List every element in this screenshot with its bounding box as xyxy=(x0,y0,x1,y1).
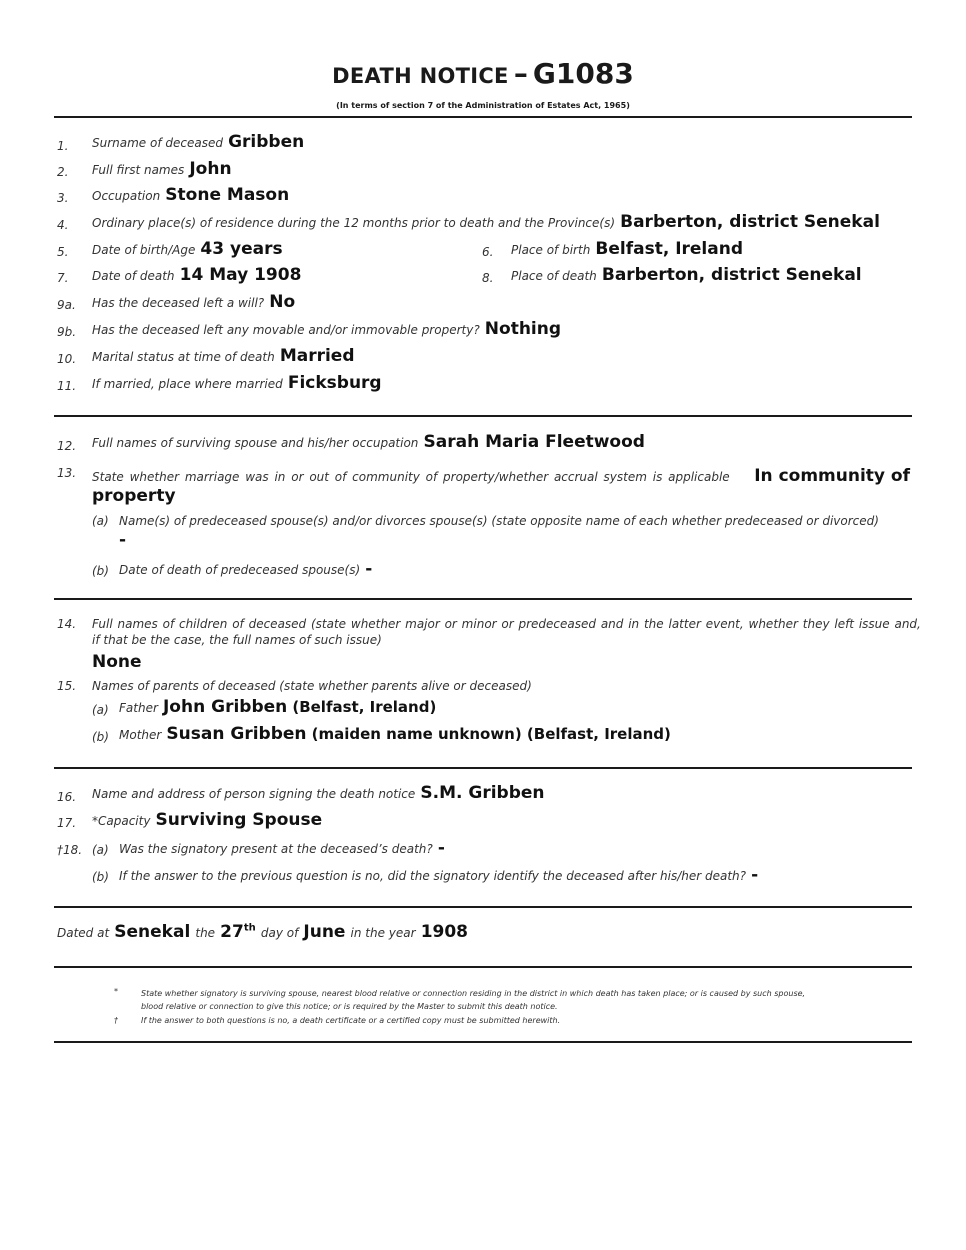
footnote-star-mark: * xyxy=(114,987,118,996)
field-residence xyxy=(92,212,880,232)
field-label: Mother xyxy=(119,728,162,742)
field-community-of-property xyxy=(92,466,910,486)
field-label: Was the signatory present at the deceased’s death? xyxy=(119,842,433,856)
field-label: Date of birth/Age xyxy=(92,243,196,257)
field-label-parents: Names of parents of deceased (state whether parents alive or deceased) xyxy=(92,679,532,693)
field-value: - xyxy=(437,838,445,858)
footnote-dagger-text: If the answer to both questions is no, a death certificate or a certified copy must be submitted herewith. xyxy=(141,1016,561,1025)
field-number: †18. xyxy=(57,843,83,857)
dated-label: in the year xyxy=(350,926,416,940)
field-number: 9a. xyxy=(57,298,76,312)
dated-month: June xyxy=(303,922,346,942)
field-date-of-death xyxy=(92,265,301,285)
divider xyxy=(54,116,912,118)
field-label: Full first names xyxy=(92,163,185,177)
field-label: State whether marriage was in or out of community of property/whether accrual system is applicable xyxy=(92,470,730,484)
divider xyxy=(54,966,912,968)
field-label: Ordinary place(s) of residence during the 12 months prior to death and the Province(s) xyxy=(92,216,616,230)
sub-field-letter: (a) xyxy=(92,703,109,717)
sub-field-letter: (a) xyxy=(92,514,109,528)
dated-day xyxy=(220,922,256,942)
title-text: DEATH NOTICE xyxy=(332,64,509,88)
field-number: 11. xyxy=(57,379,77,393)
sub-field-letter: (b) xyxy=(92,730,109,744)
field-number: 13. xyxy=(57,466,77,480)
field-value: - xyxy=(751,865,759,885)
field-birth-age xyxy=(92,239,283,259)
field-value-extra: (Belfast, Ireland) xyxy=(292,698,437,716)
field-number: 10. xyxy=(57,352,77,366)
divider xyxy=(54,598,912,600)
field-place-of-death xyxy=(511,265,862,285)
field-place-married xyxy=(92,373,382,393)
field-mother xyxy=(119,724,671,744)
field-value: Married xyxy=(279,346,355,366)
field-label: *Capacity xyxy=(92,814,151,828)
field-label: Name and address of person signing the death notice xyxy=(92,787,416,801)
field-number: 4. xyxy=(57,218,69,232)
field-number: 3. xyxy=(57,191,69,205)
field-value: 14 May 1908 xyxy=(179,265,302,285)
dated-label: day of xyxy=(260,926,299,940)
field-number: 8. xyxy=(482,271,494,285)
field-label: Has the deceased left a will? xyxy=(92,296,265,310)
field-value: No xyxy=(269,292,296,312)
field-number: 16. xyxy=(57,790,77,804)
field-value: S.M. Gribben xyxy=(420,783,545,803)
field-number: 2. xyxy=(57,165,69,179)
field-value: Surviving Spouse xyxy=(155,810,323,830)
title-dash: – xyxy=(513,57,528,90)
field-label: If married, place where married xyxy=(92,377,283,391)
divider xyxy=(54,415,912,417)
field-label: If the answer to the previous question is no, did the signatory identify the deceased after his/her death? xyxy=(119,869,747,883)
field-surviving-spouse xyxy=(92,432,645,452)
footnote-dagger-mark: † xyxy=(114,1016,118,1025)
field-number: 14. xyxy=(57,617,77,631)
field-value: Gribben xyxy=(228,132,305,152)
field-label: Occupation xyxy=(92,189,161,203)
sub-field-letter: (b) xyxy=(92,564,109,578)
field-father xyxy=(119,697,436,717)
field-value-children: None xyxy=(92,652,142,672)
field-number: 1. xyxy=(57,139,69,153)
dated-day-suffix: th xyxy=(243,922,256,934)
field-children xyxy=(92,617,921,631)
field-capacity xyxy=(92,810,322,830)
field-surname xyxy=(92,132,304,152)
field-label: Marital status at time of death xyxy=(92,350,275,364)
field-will xyxy=(92,292,295,312)
field-label: Full names of surviving spouse and his/her occupation xyxy=(92,436,419,450)
field-occupation xyxy=(92,185,289,205)
field-number: 12. xyxy=(57,439,77,453)
field-value: 43 years xyxy=(200,239,283,259)
divider xyxy=(54,906,912,908)
field-value-line1: In community of xyxy=(754,466,910,486)
field-label: Has the deceased left any movable and/or immovable property? xyxy=(92,323,480,337)
dated-line xyxy=(57,922,468,942)
field-value-predeceased-spouse: - xyxy=(119,530,127,550)
sub-field-letter: (b) xyxy=(92,870,109,884)
field-value: Susan Gribben xyxy=(166,724,307,744)
field-property xyxy=(92,319,561,339)
field-value: - xyxy=(365,559,373,579)
field-value: John xyxy=(189,159,232,179)
field-number: 17. xyxy=(57,816,77,830)
field-value: Belfast, Ireland xyxy=(595,239,744,259)
field-label-predeceased-spouse: Name(s) of predeceased spouse(s) and/or divorces spouse(s) (state opposite name of each whether predeceased or divorced) xyxy=(119,514,879,528)
field-value: John Gribben xyxy=(162,697,288,717)
dated-label: Dated at xyxy=(57,926,110,940)
field-value: Nothing xyxy=(484,319,562,339)
field-value: Barberton, district Senekal xyxy=(620,212,880,232)
field-label: Date of death of predeceased spouse(s) xyxy=(119,563,361,577)
field-signatory xyxy=(92,783,545,803)
dated-label: the xyxy=(195,926,216,940)
field-number: 9b. xyxy=(57,325,77,339)
field-value-extra: (maiden name unknown) (Belfast, Ireland) xyxy=(311,725,671,743)
divider xyxy=(54,1041,912,1043)
field-signatory-identified xyxy=(119,865,758,885)
page-subtitle: (In terms of section 7 of the Administration of Estates Act, 1965) xyxy=(336,101,630,110)
field-place-of-birth xyxy=(511,239,743,259)
field-number: 7. xyxy=(57,271,69,285)
field-label: Place of birth xyxy=(511,243,591,257)
field-first-names xyxy=(92,159,232,179)
dated-place: Senekal xyxy=(114,922,191,942)
field-label-line1: Full names of children of deceased (state whether major or minor or predeceased and in the latter event, whether they left issue and, xyxy=(92,617,921,631)
field-value-line2: property xyxy=(92,486,176,506)
notice-id: G1083 xyxy=(532,57,634,90)
dated-year: 1908 xyxy=(420,922,469,942)
field-number: 5. xyxy=(57,245,69,259)
field-label: Surname of deceased xyxy=(92,136,223,150)
field-value: Ficksburg xyxy=(287,373,382,393)
field-signatory-present xyxy=(119,838,445,858)
field-marital-status xyxy=(92,346,355,366)
page-title xyxy=(0,57,966,90)
footnote-star-line1: State whether signatory is surviving spouse, nearest blood relative or connection residing in the district in which death has taken place; or is caused by such spouse, xyxy=(141,989,806,998)
field-predeceased-date xyxy=(119,559,372,579)
field-label: Father xyxy=(119,701,158,715)
field-number: 15. xyxy=(57,679,77,693)
dated-day-number: 27 xyxy=(220,922,244,942)
field-value-line2-wrap xyxy=(92,486,176,506)
footnote-star-line2: blood relative or connection to give this notice; or is required by the Master to submit this death notice. xyxy=(141,1002,558,1011)
field-number: 6. xyxy=(482,245,494,259)
field-label: Date of death xyxy=(92,269,175,283)
sub-field-letter: (a) xyxy=(92,843,109,857)
field-label: Place of death xyxy=(511,269,597,283)
divider xyxy=(54,767,912,769)
field-value: Barberton, district Senekal xyxy=(601,265,862,285)
field-label-line2: if that be the case, the full names of such issue) xyxy=(92,633,382,647)
field-value: Sarah Maria Fleetwood xyxy=(423,432,645,452)
field-value: Stone Mason xyxy=(165,185,290,205)
